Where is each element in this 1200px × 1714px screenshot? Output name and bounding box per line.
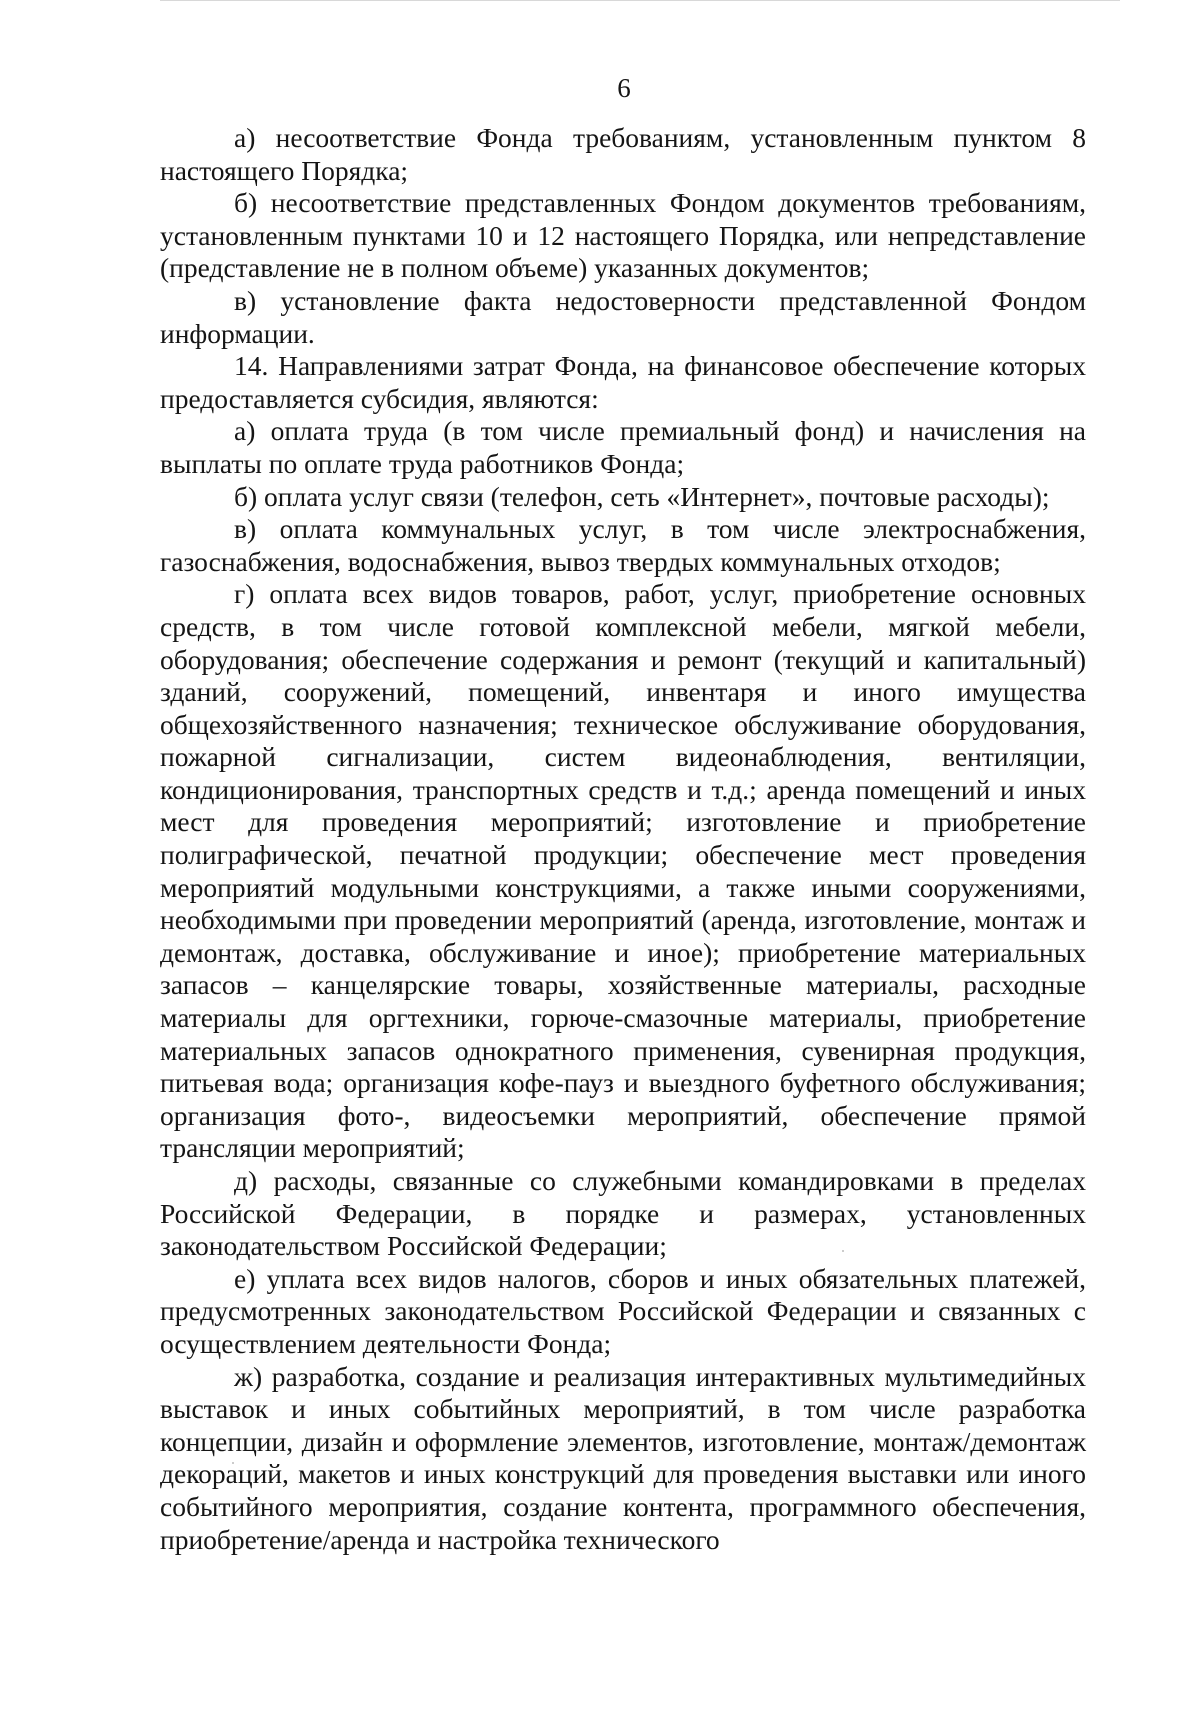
scan-edge-line [160,0,1120,1]
paragraph-13v: в) установление факта недостоверности представленной Фондом информации. [160,284,1086,349]
paragraph-14: 14. Направлениями затрат Фонда, на финансовое обеспечение которых предоставляется субсидия, являются: [160,350,1086,414]
paragraph-14e: е) уплата всех видов налогов, сборов и иных обязательных платежей, предусмотренных законодательством Российской Федерации и связанных с осуществлением деятельности Фонда; [160,1262,1086,1359]
paragraph-13b: б) несоответствие представленных Фондом документов требованиям, установленным пунктами 10 и 12 настоящего Порядка, или непредставление (представление не в полном объеме) указанных документов; [160,187,1086,284]
paragraph-14zh: ж) разработка, создание и реализация интерактивных мультимедийных выставок и иных событийных мероприятий, в том числе разработка концепции, дизайн и оформление элементов, изготовление, монтаж/демонтаж декораций, макетов и иных конструкций для проведения выставки или иного событийного мероприятия, создание контента, программного обеспечения, приобретение/аренда и настройка технического [160,1360,1086,1555]
page-number: 6 [617,73,631,103]
paragraph-14a: а) оплата труда (в том числе премиальный фонд) и начисления на выплаты по оплате труда работников Фонда; [160,415,1086,479]
paragraph-14b: б) оплата услуг связи (телефон, сеть «Интернет», почтовые расходы); [234,480,1050,512]
document-body [160,122,1086,1556]
paragraph-14g: г) оплата всех видов товаров, работ, услуг, приобретение основных средств, в том числе готовой комплексной мебели, мягкой мебели, оборудования; обеспечение содержания и ремонт (текущий и капитальный) зданий, сооружений, помещений, инвентаря и иного имущества общехозяйственного назначения; техническое обслуживание оборудования, пожарной сигнализации, систем видеонаблюдения, вентиляции, кондиционирования, транспортных средств и т.д.; аренда помещений и иных мест для проведения мероприятий; изготовление и приобретение полиграфической, печатной продукции; обеспечение мест проведения мероприятий модульными конструкциями, а также иными сооружениями, необходимыми при проведении мероприятий (аренда, изготовление, монтаж и демонтаж, доставка, обслуживание и иное); приобретение материальных запасов – канцелярские товары, хозяйственные материалы, расходные материалы для оргтехники, горюче-смазочные материалы, приобретение материальных запасов однократного применения, сувенирная продукция, питьевая вода; организация кофе-пауз и выездного буфетного обслуживания; организация фото-, видеосъемки мероприятий, обеспечение прямой трансляции мероприятий; [160,578,1086,1164]
paragraph-13a: а) несоответствие Фонда требованиям, установленным пунктом 8 настоящего Порядка; [160,122,1086,186]
paragraph-14v: в) оплата коммунальных услуг, в том числе электроснабжения, газоснабжения, водоснабжения, вывоз твердых коммунальных отходов; [160,513,1086,577]
paragraph-14d: д) расходы, связанные со служебными командировками в пределах Российской Федерации, в порядке и размерах, установленных законодательством Российской Федерации; [160,1165,1086,1262]
